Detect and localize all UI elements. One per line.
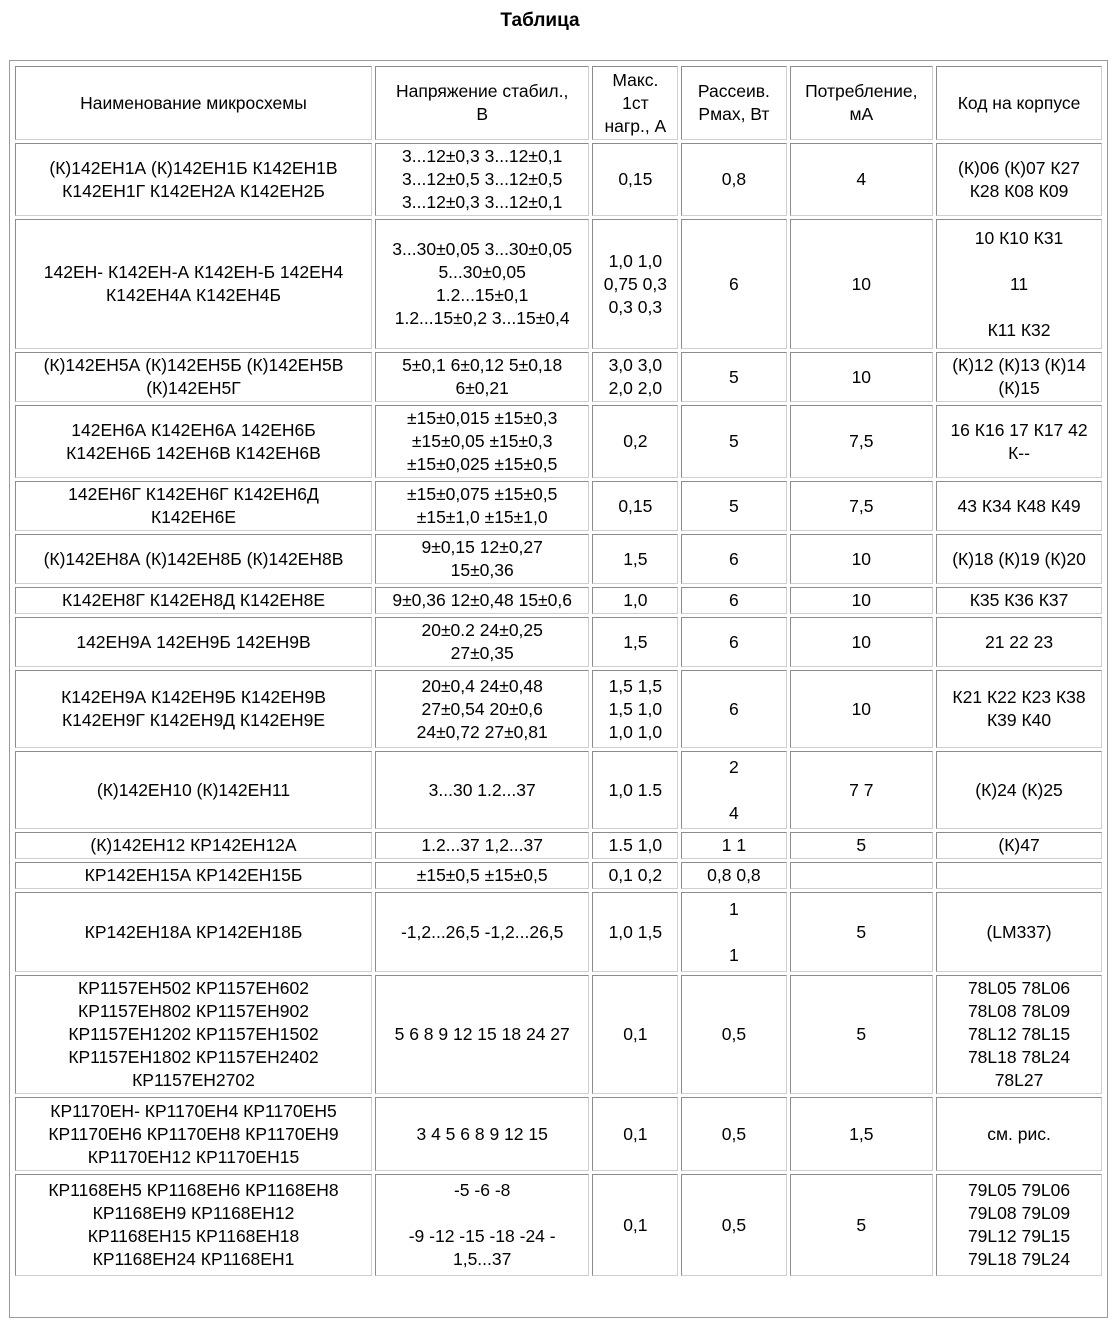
cell-line: (К)12 (К)13 (К)14: [952, 355, 1086, 375]
cell-line: 20±0.2 24±0,25: [421, 620, 543, 640]
cell-line: КР1157ЕН802 КР1157ЕН902: [78, 1001, 309, 1021]
cell-line: ±15±0,025 ±15±0,5: [407, 454, 558, 474]
cell-line: [378, 1202, 586, 1225]
cell-consumption: [790, 617, 934, 667]
cell-line: ±15±1,0 ±15±1,0: [416, 507, 548, 527]
cell-max-current: [592, 1097, 678, 1171]
cell-line: 1: [729, 944, 739, 965]
cell-line: 10: [851, 698, 872, 719]
cell-line: 1.5 1,0: [608, 835, 663, 855]
cell-case-code: [936, 862, 1102, 889]
header-dissipation: [681, 66, 786, 140]
cell-case-code: [936, 587, 1102, 614]
cell-case-code: [936, 405, 1102, 478]
cell-dissipation: [681, 751, 786, 829]
cell-dissipation: [681, 1097, 786, 1171]
cell-voltage: [375, 481, 589, 531]
cell-line: ±15±0,05 ±15±0,3: [411, 431, 553, 451]
cell-case-code: [936, 617, 1102, 667]
cell-line: 79L05 79L06: [967, 1180, 1071, 1200]
cell-chip-name: [15, 1097, 372, 1171]
header-voltage: [375, 66, 589, 140]
cell-max-current: [592, 1174, 678, 1276]
cell-chip-name: [15, 862, 372, 889]
cell-max-current: [592, 352, 678, 402]
cell-consumption: [790, 751, 934, 829]
table-row: [15, 534, 1102, 584]
cell-line: 9±0,36 12±0,48 15±0,6: [392, 590, 572, 610]
cell-chip-name: [15, 1174, 372, 1276]
cell-line: 142ЕН9А 142ЕН9Б 142ЕН9В: [76, 631, 311, 652]
cell-chip-name: [15, 617, 372, 667]
cell-line: 6: [729, 590, 739, 610]
cell-line: КР1157ЕН502 КР1157ЕН602: [78, 978, 309, 998]
cell-line: К142ЕН8Г К142ЕН8Д К142ЕН8Е: [61, 590, 325, 610]
cell-chip-name: [15, 481, 372, 531]
cell-line: ±15±0,015 ±15±0,3: [407, 408, 558, 428]
table-row: [15, 862, 1102, 889]
cell-line: 3...30 1.2...37: [428, 779, 536, 800]
cell-line: 11: [1009, 273, 1029, 294]
cell-line: Pмах, Вт: [698, 104, 770, 124]
cell-line: КР1168ЕН5 КР1168ЕН6 КР1168ЕН8: [48, 1180, 339, 1200]
header-consumption: [790, 66, 934, 140]
cell-line: 1ст: [622, 92, 649, 113]
cell-line: КР1170ЕН6 КР1170ЕН8 КР1170ЕН9: [48, 1123, 339, 1144]
cell-line: 6: [729, 548, 739, 569]
cell-line: К11 К32: [987, 319, 1051, 340]
cell-consumption: [790, 1097, 934, 1171]
cell-consumption: [790, 832, 934, 859]
cell-line: КР1168ЕН9 КР1168ЕН12: [92, 1203, 295, 1223]
cell-consumption: [790, 975, 934, 1094]
cell-max-current: [592, 143, 678, 216]
cell-line: 5: [856, 1214, 867, 1235]
cell-line: 142ЕН6Г К142ЕН6Г К142ЕН6Д: [68, 484, 319, 504]
cell-line: 10: [851, 273, 872, 294]
cell-line: 4: [856, 169, 867, 189]
cell-line: 1,5: [623, 631, 648, 652]
cell-case-code: [936, 481, 1102, 531]
cell-line: К142ЕН6Е: [150, 507, 237, 527]
cell-line: К142ЕН1Г К142ЕН2А К142ЕН2Б: [62, 180, 325, 201]
table-row: [15, 892, 1102, 972]
cell-chip-name: [15, 405, 372, 478]
table-row: [15, 751, 1102, 829]
cell-line: 142ЕН- К142ЕН-А К142ЕН-Б 142ЕН4: [43, 262, 344, 282]
table-row: [15, 143, 1102, 216]
cell-max-current: [592, 862, 678, 889]
cell-chip-name: [15, 352, 372, 402]
cell-line: [684, 921, 783, 944]
cell-line: К35 К36 К37: [969, 590, 1069, 610]
cell-line: 6: [729, 631, 739, 652]
cell-line: 79L12 79L15: [967, 1226, 1071, 1246]
cell-line: ±15±0,075 ±15±0,5: [407, 484, 558, 504]
cell-line: 78L27: [994, 1070, 1044, 1090]
cell-line: КР1168ЕН24 КР1168ЕН1: [92, 1249, 295, 1269]
cell-consumption: [790, 143, 934, 216]
cell-line: 2: [729, 756, 739, 777]
cell-line: 1,5 1,5: [608, 675, 663, 696]
cell-case-code: [936, 670, 1102, 748]
cell-voltage: [375, 1174, 589, 1276]
cell-line: 43 К34 К48 К49: [957, 495, 1081, 516]
cell-line: 5...30±0,05: [438, 262, 526, 282]
regulator-table: [12, 63, 1105, 1279]
cell-line: мА: [849, 104, 874, 124]
cell-line: КР1170ЕН- КР1170ЕН4 КР1170ЕН5: [50, 1100, 337, 1121]
table-row: [15, 219, 1102, 349]
cell-line: К142ЕН9А К142ЕН9Б К142ЕН9В: [61, 687, 326, 707]
cell-consumption: [790, 481, 934, 531]
cell-line: 0,1: [623, 1214, 648, 1235]
cell-line: 1,5...37: [452, 1249, 512, 1269]
cell-line: 1: [729, 898, 739, 919]
cell-chip-name: [15, 143, 372, 216]
table-row: [15, 481, 1102, 531]
cell-line: 1,0 1,5: [608, 921, 663, 942]
cell-line: 0,5: [721, 1123, 747, 1144]
cell-voltage: [375, 975, 589, 1094]
cell-line: 0,15: [618, 169, 653, 189]
cell-line: -1,2...26,5 -1,2...26,5: [400, 921, 564, 942]
cell-line: 1 1: [721, 835, 747, 855]
cell-line: 5: [729, 431, 739, 451]
cell-line: 7,5: [849, 431, 874, 451]
cell-line: 10: [851, 631, 872, 652]
header-row: [15, 66, 1102, 140]
cell-line: 9±0,15 12±0,27: [421, 537, 543, 557]
table-row: [15, 352, 1102, 402]
cell-chip-name: [15, 587, 372, 614]
cell-line: 5 6 8 9 12 15 18 24 27: [394, 1024, 570, 1044]
cell-max-current: [592, 670, 678, 748]
cell-line: Рассеив.: [697, 81, 770, 101]
cell-chip-name: [15, 832, 372, 859]
cell-line: [793, 864, 931, 887]
cell-line: 0,5: [721, 1214, 747, 1235]
cell-line: 5: [729, 495, 739, 516]
cell-max-current: [592, 832, 678, 859]
cell-line: (К)142ЕН12 КР142ЕН12А: [90, 835, 297, 855]
cell-case-code: [936, 219, 1102, 349]
cell-max-current: [592, 587, 678, 614]
cell-line: -5 -6 -8: [453, 1180, 511, 1200]
cell-line: К142ЕН6Б 142ЕН6В К142ЕН6В: [66, 442, 321, 463]
cell-line: Макс.: [612, 69, 659, 90]
cell-line: 79L18 79L24: [967, 1249, 1071, 1269]
cell-line: (К)142ЕН8А (К)142ЕН8Б (К)142ЕН8В: [43, 548, 344, 569]
cell-dissipation: [681, 670, 786, 748]
header-case-code: [936, 66, 1102, 140]
cell-line: КР1157ЕН1802 КР1157ЕН2402: [68, 1047, 319, 1067]
cell-consumption: [790, 1174, 934, 1276]
cell-dissipation: [681, 534, 786, 584]
cell-case-code: [936, 892, 1102, 972]
cell-case-code: [936, 1097, 1102, 1171]
cell-line: 24±0,72 27±0,81: [416, 721, 548, 742]
cell-line: см. рис.: [987, 1123, 1051, 1144]
cell-line: [939, 250, 1099, 273]
cell-line: 78L05 78L06: [967, 978, 1071, 998]
cell-line: 0,1 0,2: [608, 865, 663, 885]
cell-line: К21 К22 К23 К38: [952, 687, 1086, 707]
cell-line: 79L08 79L09: [967, 1203, 1071, 1223]
cell-line: 5: [856, 1024, 867, 1044]
cell-chip-name: [15, 975, 372, 1094]
cell-line: ±15±0,5 ±15±0,5: [416, 865, 548, 885]
cell-line: 10 К10 К31: [974, 227, 1064, 248]
cell-line: К39 К40: [986, 710, 1052, 730]
cell-line: 1,0: [623, 590, 648, 610]
cell-dissipation: [681, 405, 786, 478]
cell-line: 16 К16 17 К17 42: [950, 419, 1088, 440]
cell-dissipation: [681, 352, 786, 402]
cell-line: 1.2...15±0,1: [436, 285, 529, 305]
cell-dissipation: [681, 975, 786, 1094]
cell-chip-name: [15, 751, 372, 829]
cell-line: 1,5 1,0: [608, 698, 663, 719]
cell-dissipation: [681, 143, 786, 216]
cell-line: (К)47: [998, 835, 1040, 855]
cell-dissipation: [681, 481, 786, 531]
cell-line: 0,8: [721, 169, 747, 189]
cell-line: 1,0 1,0: [608, 250, 663, 271]
cell-dissipation: [681, 1174, 786, 1276]
cell-line: 5: [856, 921, 867, 942]
cell-line: 0,15: [618, 495, 653, 516]
cell-line: 0,3 0,3: [608, 296, 663, 317]
cell-max-current: [592, 617, 678, 667]
cell-line: 0,75 0,3: [603, 273, 667, 294]
cell-voltage: [375, 832, 589, 859]
cell-consumption: [790, 219, 934, 349]
cell-line: 27±0,35: [450, 643, 514, 663]
cell-line: 5: [856, 835, 867, 855]
table-row: [15, 617, 1102, 667]
cell-voltage: [375, 352, 589, 402]
cell-dissipation: [681, 892, 786, 972]
cell-line: 5±0,1 6±0,12 5±0,18: [402, 355, 563, 375]
cell-line: [684, 779, 783, 802]
cell-case-code: [936, 832, 1102, 859]
cell-line: 3,0 3,0: [608, 355, 663, 375]
cell-line: В: [476, 104, 489, 124]
table-row: [15, 1097, 1102, 1171]
cell-line: 3...12±0,3 3...12±0,1: [402, 192, 563, 212]
cell-voltage: [375, 1097, 589, 1171]
cell-line: (К)18 (К)19 (К)20: [952, 548, 1086, 569]
cell-voltage: [375, 534, 589, 584]
cell-chip-name: [15, 534, 372, 584]
cell-voltage: [375, 617, 589, 667]
cell-line: 4: [729, 802, 739, 823]
cell-case-code: [936, 1174, 1102, 1276]
cell-line: Потребление,: [805, 81, 918, 101]
cell-line: 1.2...15±0,2 3...15±0,4: [394, 308, 570, 328]
cell-line: 10: [851, 590, 872, 610]
cell-line: Код на корпусе: [957, 92, 1081, 113]
cell-line: 0,8 0,8: [707, 865, 761, 885]
cell-consumption: [790, 670, 934, 748]
cell-line: (К)15: [998, 378, 1040, 398]
cell-max-current: [592, 751, 678, 829]
cell-line: 5: [729, 366, 739, 387]
cell-max-current: [592, 975, 678, 1094]
cell-consumption: [790, 587, 934, 614]
cell-case-code: [936, 975, 1102, 1094]
header-max-current: [592, 66, 678, 140]
cell-line: 6±0,21: [455, 378, 509, 398]
cell-max-current: [592, 892, 678, 972]
cell-consumption: [790, 405, 934, 478]
cell-line: 3...12±0,5 3...12±0,5: [402, 169, 563, 189]
cell-line: (К)142ЕН5А (К)142ЕН5Б (К)142ЕН5В: [43, 355, 344, 375]
cell-voltage: [375, 751, 589, 829]
cell-line: (К)142ЕН5Г: [146, 378, 241, 398]
cell-line: [939, 864, 1099, 887]
cell-consumption: [790, 352, 934, 402]
cell-line: 7,5: [849, 495, 874, 516]
cell-line: 78L18 78L24: [967, 1047, 1071, 1067]
cell-chip-name: [15, 892, 372, 972]
cell-voltage: [375, 587, 589, 614]
cell-line: 142ЕН6А К142ЕН6А 142ЕН6Б: [71, 419, 316, 440]
cell-line: (К)142ЕН10 (К)142ЕН11: [96, 779, 291, 800]
cell-line: КР1157ЕН1202 КР1157ЕН1502: [68, 1024, 319, 1044]
cell-line: 1,0 1,0: [608, 721, 663, 742]
cell-voltage: [375, 670, 589, 748]
cell-consumption: [790, 862, 934, 889]
cell-max-current: [592, 481, 678, 531]
cell-voltage: [375, 143, 589, 216]
table-row: [15, 587, 1102, 614]
cell-line: 1.2...37 1,2...37: [421, 835, 543, 855]
table-row: [15, 832, 1102, 859]
cell-max-current: [592, 405, 678, 478]
cell-line: 15±0,36: [450, 560, 514, 580]
cell-max-current: [592, 219, 678, 349]
cell-dissipation: [681, 862, 786, 889]
cell-voltage: [375, 892, 589, 972]
cell-line: Напряжение стабил.,: [395, 81, 569, 101]
cell-line: КР1157ЕН2702: [132, 1070, 255, 1090]
cell-line: (К)24 (К)25: [975, 779, 1063, 800]
cell-line: 1,0 1.5: [608, 779, 663, 800]
cell-line: КР1168ЕН15 КР1168ЕН18: [87, 1226, 300, 1246]
cell-voltage: [375, 219, 589, 349]
cell-line: (LM337): [986, 921, 1052, 942]
cell-line: КР142ЕН15А КР142ЕН15Б: [84, 865, 303, 885]
table-row: [15, 405, 1102, 478]
cell-line: (К)142ЕН1А (К)142ЕН1Б К142ЕН1В: [49, 157, 338, 178]
cell-case-code: [936, 143, 1102, 216]
cell-line: 20±0,4 24±0,48: [421, 675, 543, 696]
cell-line: 7 7: [849, 779, 874, 800]
table-row: [15, 1174, 1102, 1276]
cell-case-code: [936, 534, 1102, 584]
table-row: [15, 670, 1102, 748]
cell-voltage: [375, 862, 589, 889]
table-frame: [9, 60, 1108, 1318]
cell-line: (К)06 (К)07 К27: [958, 157, 1081, 178]
cell-line: 1,5: [623, 548, 648, 569]
cell-line: 6: [729, 698, 739, 719]
cell-line: Наименование микросхемы: [80, 92, 307, 113]
cell-dissipation: [681, 832, 786, 859]
cell-line: К142ЕН9Г К142ЕН9Д К142ЕН9Е: [61, 710, 325, 730]
cell-line: 27±0,54 20±0,6: [421, 698, 543, 719]
cell-dissipation: [681, 587, 786, 614]
cell-dissipation: [681, 219, 786, 349]
cell-line: 0,1: [623, 1024, 648, 1044]
cell-line: 3 4 5 6 8 9 12 15: [416, 1123, 548, 1144]
cell-dissipation: [681, 617, 786, 667]
cell-line: 78L08 78L09: [967, 1001, 1071, 1021]
cell-line: нагр., А: [604, 115, 667, 136]
cell-line: К28 К08 К09: [969, 180, 1069, 201]
cell-line: -9 -12 -15 -18 -24 -: [408, 1226, 556, 1246]
cell-max-current: [592, 534, 678, 584]
cell-line: 10: [851, 548, 872, 569]
cell-voltage: [375, 405, 589, 478]
cell-line: 1,5: [849, 1123, 874, 1144]
cell-chip-name: [15, 219, 372, 349]
cell-line: [939, 296, 1099, 319]
header-chip-name: [15, 66, 372, 140]
cell-line: 0,1: [623, 1123, 648, 1144]
cell-line: 10: [851, 366, 872, 387]
page-title: Таблица: [500, 10, 580, 31]
cell-line: 3...30±0,05 3...30±0,05: [392, 239, 573, 259]
cell-line: 0,2: [623, 431, 648, 451]
cell-case-code: [936, 751, 1102, 829]
cell-consumption: [790, 534, 934, 584]
cell-line: 78L12 78L15: [967, 1024, 1071, 1044]
cell-line: К--: [1008, 442, 1030, 463]
cell-case-code: [936, 352, 1102, 402]
table-row: [15, 975, 1102, 1094]
cell-line: КР142ЕН18А КР142ЕН18Б: [84, 921, 303, 942]
cell-line: 0,5: [721, 1024, 747, 1044]
cell-consumption: [790, 892, 934, 972]
cell-line: 2,0 2,0: [608, 378, 663, 398]
cell-line: 3...12±0,3 3...12±0,1: [402, 146, 563, 166]
cell-line: 6: [729, 273, 739, 294]
cell-line: К142ЕН4А К142ЕН4Б: [106, 285, 281, 305]
cell-line: КР1170ЕН12 КР1170ЕН15: [87, 1146, 300, 1167]
cell-line: 21 22 23: [984, 631, 1054, 652]
cell-chip-name: [15, 670, 372, 748]
